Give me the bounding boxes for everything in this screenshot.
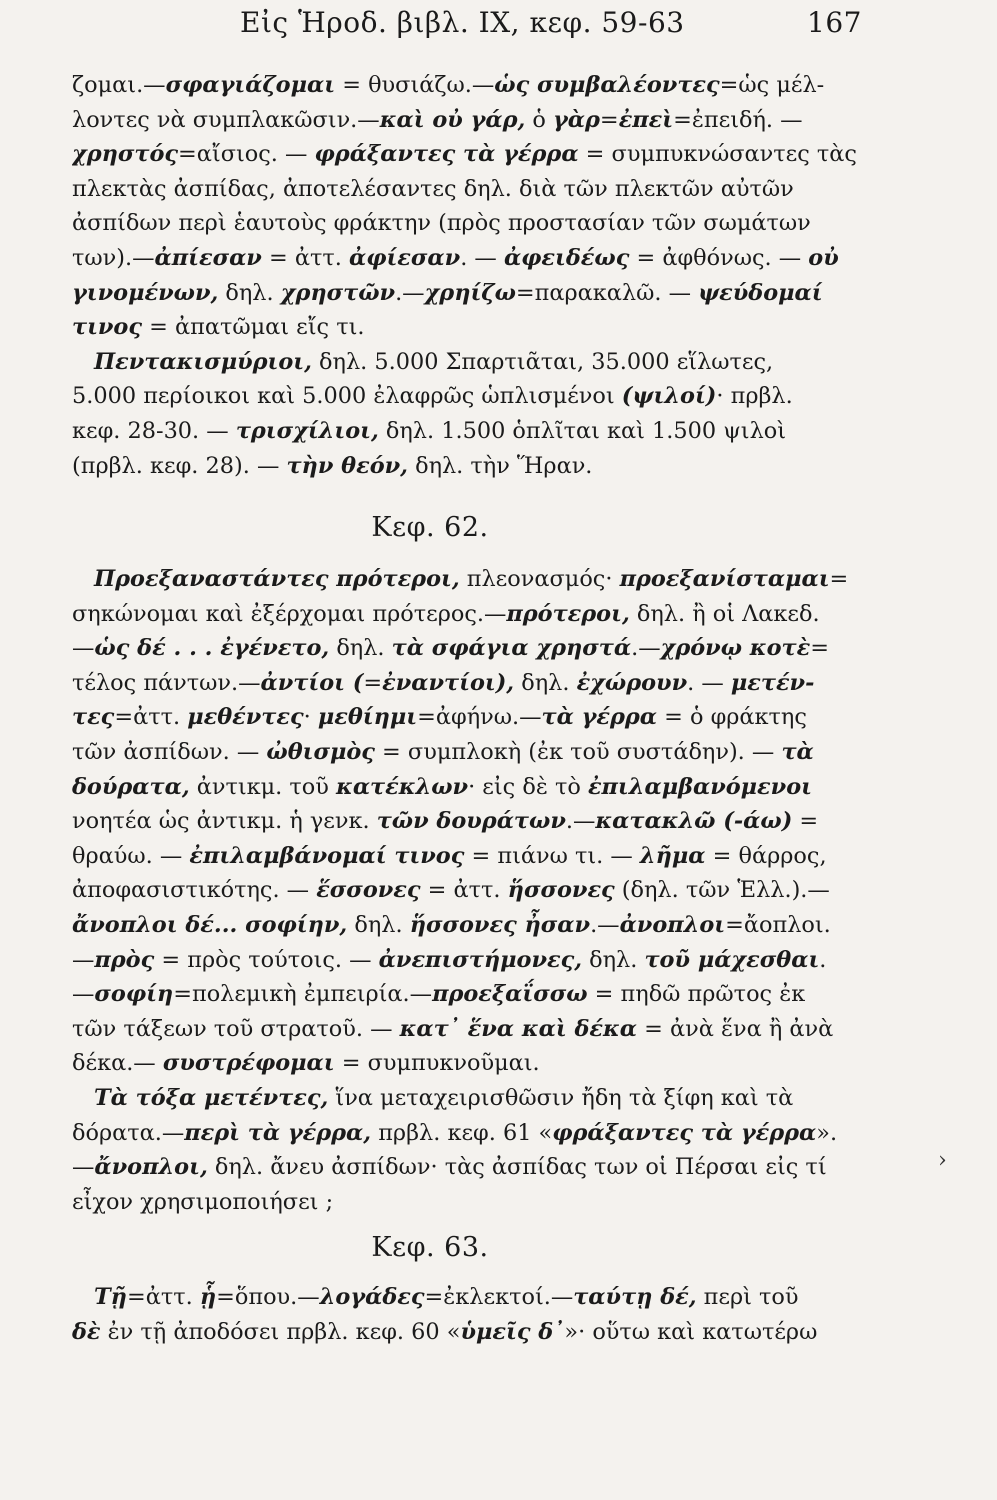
commentary-block-ch61 <box>72 68 862 483</box>
commentary-block-ch62 <box>72 562 862 1219</box>
text-line: δόρατα.—περὶ τὰ γέρρα, πρβλ. κεφ. 61 «φράξαντες τὰ γέρρα». <box>72 1119 838 1146</box>
text-line: δούρατα, ἀντικμ. τοῦ κατέκλων· εἰς δὲ τὸ ἐπιλαμβανόμενοι <box>72 773 812 800</box>
chapter-heading-62: Κεφ. 62. <box>371 512 489 543</box>
text-line: τες=ἀττ. μεθέντες· μεθίημι=ἀφήνω.—τὰ γέρρα = ὁ φράκτης <box>72 704 807 731</box>
text-line: τῶν τάξεων τοῦ στρατοῦ. — κατ᾽ ἕνα καὶ δέκα = ἀνὰ ἕνα ἢ ἀνὰ <box>72 1015 834 1042</box>
text-line: τινος = ἀπατῶμαι εἴς τι. <box>72 314 365 341</box>
page-header <box>70 6 862 46</box>
text-line: Προεξαναστάντες πρότεροι, πλεονασμός· προεξανίσταμαι= <box>94 566 849 592</box>
text-line: Πεντακισμύριοι, δηλ. 5.000 Σπαρτιᾶται, 35.000 εἵλωτες, <box>94 348 774 375</box>
text-line: νοητέα ὡς ἀντικμ. ἡ γενκ. τῶν δουράτων.—κατακλῶ (-άω) = <box>72 808 819 835</box>
text-line: θραύω. — ἐπιλαμβάνομαί τινος = πιάνω τι. — λῆμα = θάρρος, <box>72 842 827 869</box>
text-line: —πρὸς = πρὸς τούτοις. — ἀνεπιστήμονες, δηλ. τοῦ μάχεσθαι. <box>72 946 827 973</box>
text-line: Τὰ τόξα μετέντες, ἵνα μεταχειρισθῶσιν ἤδη τὰ ξίφη καὶ τὰ <box>94 1084 794 1111</box>
text-line: γινομένων, δηλ. χρηστῶν.—χρηίζω=παρακαλῶ. — ψεύδομαί <box>72 279 823 306</box>
text-line: δὲ ἐν τῇ ἀποδόσει πρβλ. κεφ. 60 «ὑμεῖς δ᾽»· οὕτω καὶ κατωτέρω <box>72 1318 818 1345</box>
text-line: χρηστός=αἴσιος. — φράξαντες τὰ γέρρα = συμπυκνώσαντες τὰς <box>72 141 857 168</box>
text-line: ἀποφασιστικότης. — ἕσσονες = ἀττ. ἥσσονες (δηλ. τῶν Ἑλλ.).— <box>72 877 830 904</box>
text-line: —σοφίη=πολεμικὴ ἐμπειρία.—προεξαΐσσω = πηδῶ πρῶτος ἐκ <box>72 981 806 1008</box>
margin-mark: › <box>938 1148 947 1173</box>
text-line: —ὡς δέ . . . ἐγένετο, δηλ. τὰ σφάγια χρηστά.—χρόνῳ κοτὲ= <box>72 635 829 662</box>
text-line: δέκα.— συστρέφομαι = συμπυκνοῦμαι. <box>72 1050 540 1077</box>
text-line: λοντες νὰ συμπλακῶσιν.—καὶ οὐ γάρ, ὁ γὰρ=ἐπεὶ=ἐπειδή. — <box>72 106 803 133</box>
page-number: 167 <box>807 6 862 39</box>
text-line: 5.000 περίοικοι καὶ 5.000 ἐλαφρῶς ὡπλισμένοι (ψιλοί)· πρβλ. <box>72 383 793 410</box>
chapter-heading-63: Κεφ. 63. <box>371 1232 489 1263</box>
text-line: πλεκτὰς ἀσπίδας, ἀποτελέσαντες δηλ. διὰ τῶν πλεκτῶν αὐτῶν <box>72 175 794 202</box>
text-line: τῶν ἀσπίδων. — ὠθισμὸς = συμπλοκὴ (ἐκ τοῦ συστάδην). — τὰ <box>72 738 814 765</box>
text-line: κεφ. 28-30. — τρισχίλιοι, δηλ. 1.500 ὁπλῖται καὶ 1.500 ψιλοὶ <box>72 417 787 444</box>
text-line: σηκώνομαι καὶ ἐξέρχομαι πρότερος.—πρότεροι, δηλ. ἢ οἱ Λακεδ. <box>72 600 820 627</box>
text-line: Τῇ=ἀττ. ᾗ=ὅπου.—λογάδες=ἐκλεκτοί.—ταύτῃ δέ, περὶ τοῦ <box>94 1284 799 1310</box>
text-line: εἶχον χρησιμοποιήσει ; <box>72 1188 334 1215</box>
text-line: ἀσπίδων περὶ ἑαυτοὺς φράκτην (πρὸς προστασίαν τῶν σωμάτων <box>72 210 811 237</box>
text-line: ζομαι.—σφαγιάζομαι = θυσιάζω.—ὡς συμβαλέοντες=ὡς μέλ- <box>72 72 825 98</box>
commentary-block-ch63 <box>72 1280 862 1349</box>
text-line: —ἄνοπλοι, δηλ. ἄνευ ἀσπίδων· τὰς ἀσπίδας των οἱ Πέρσαι εἰς τί <box>72 1154 827 1181</box>
text-line: (πρβλ. κεφ. 28). — τὴν θεόν, δηλ. τὴν Ἥραν. <box>72 452 593 479</box>
text-line: τέλος πάντων.—ἀντίοι (=ἐναντίοι), δηλ. ἐχώρουν. — μετέν- <box>72 669 815 696</box>
running-title: Εἰς Ἡροδ. βιβλ. ΙΧ, κεφ. 59-63 <box>240 6 685 39</box>
text-line: των).—ἀπίεσαν = ἀττ. ἀφίεσαν. — ἀφειδέως = ἀφθόνως. — οὐ <box>72 244 839 271</box>
text-line: ἄνοπλοι δέ... σοφίην, δηλ. ἥσσονες ἦσαν.—ἀνοπλοι=ἄοπλοι. <box>72 911 831 938</box>
